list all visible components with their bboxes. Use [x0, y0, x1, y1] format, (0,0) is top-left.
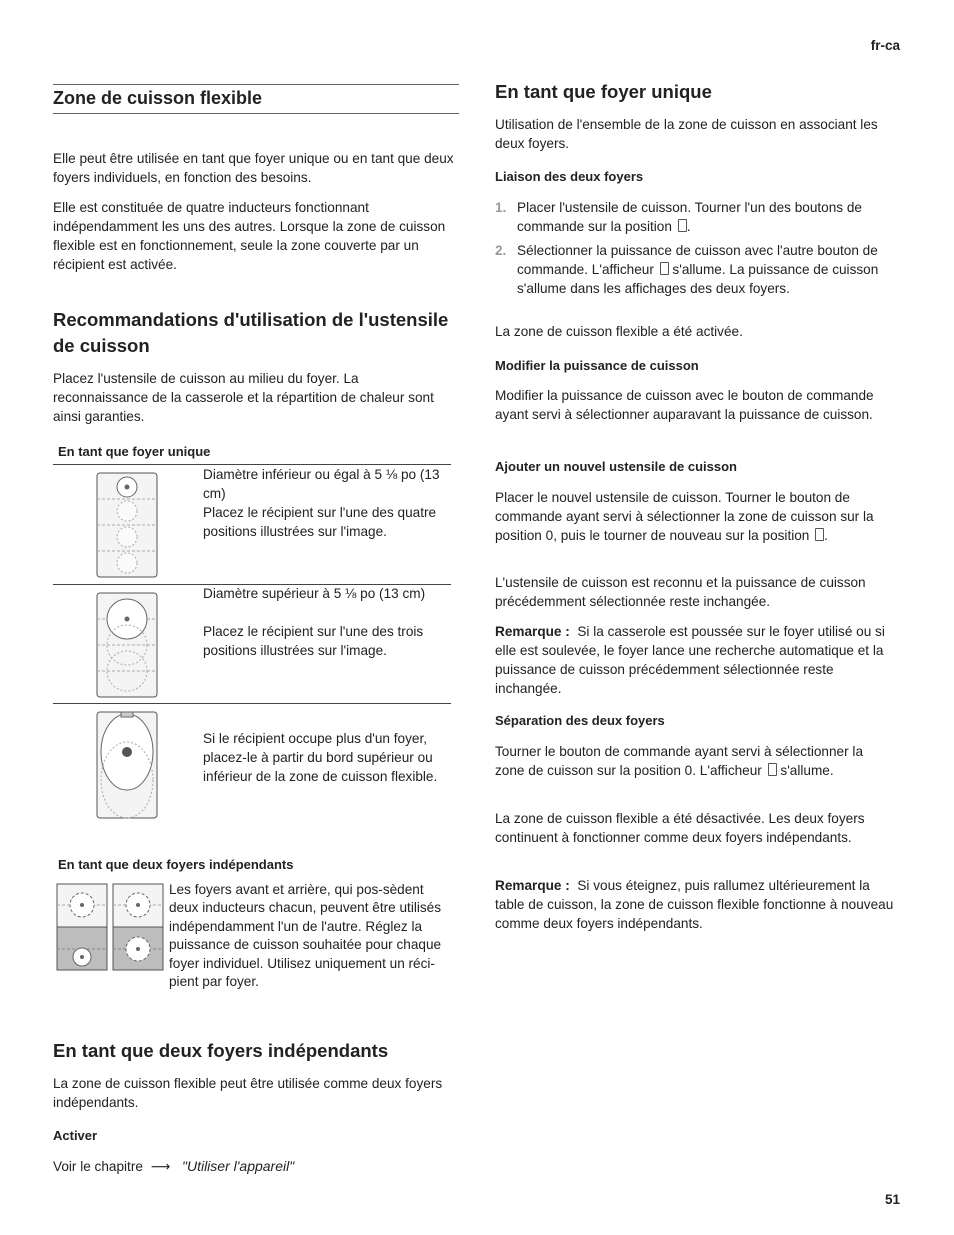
cooktop-dual-diagram-2	[112, 883, 164, 971]
chapter-reference-line	[53, 1157, 473, 1176]
cooktop-oval-pan-diagram	[95, 710, 159, 824]
modifier-title: Modifier la puissance de cuisson	[495, 358, 699, 373]
position-symbol-icon	[815, 528, 824, 541]
title-rule-bottom	[53, 113, 459, 114]
separation-text-b: s'allume.	[780, 763, 834, 778]
display-symbol-icon	[660, 262, 669, 275]
row1-text-size: Diamètre inférieur ou égal à 5 ⅛ po (13 cm)	[203, 467, 440, 501]
separation-text-a: Tourner le bouton de commande ayant servi à sélectionner la zone de cuisson sur la position 0. L'afficheur	[495, 744, 863, 778]
ajouter-title: Ajouter un nouvel ustensile de cuisson	[495, 459, 737, 474]
remarque-label: Remarque :	[495, 624, 570, 639]
activer-title: Activer	[53, 1128, 98, 1143]
intro-paragraph-2: Elle est constituée de quatre inducteurs fonctionnant indépendamment les uns des autres. Lorsque la zone de cuisson flexible est en fonctionnement, seule la zone couverte par un récipient est activée.	[53, 200, 446, 272]
position-symbol-icon	[678, 219, 687, 232]
step-text: Placer l'ustensile de cuisson. Tourner l'un des boutons de commande sur la position	[517, 200, 862, 234]
separation-paragraph-2: La zone de cuisson flexible a été désactivée. Les deux foyers continuent à fonctionner comme deux foyers indépendants.	[495, 811, 865, 845]
ajouter-paragraph-2: L'ustensile de cuisson est reconnu et la puissance de cuisson précédemment sélectionnée reste inchangée.	[495, 575, 866, 609]
step-number: 2.	[495, 243, 507, 258]
step-text-a: Sélectionner la puissance de cuisson avec l'autre bouton de commande. L'afficheur	[517, 243, 878, 277]
activated-note: La zone de cuisson flexible a été activée.	[495, 324, 743, 339]
page-number: 51	[884, 1192, 900, 1207]
liaison-steps	[495, 198, 895, 303]
modifier-paragraph: Modifier la puissance de cuisson avec le bouton de commande ayant servi à sélectionner auparavant la puissance de cuisson.	[495, 388, 874, 422]
zone-title: Zone de cuisson flexible	[53, 88, 263, 108]
table-dual-title: En tant que deux foyers indépendants	[58, 857, 294, 872]
arrow-icon: ⟶	[150, 1159, 171, 1174]
title-rule-top	[53, 84, 459, 85]
row2-text-size: Diamètre supérieur à 5 ⅛ po (13 cm)	[203, 586, 426, 601]
remarque-2	[495, 876, 895, 933]
step-item-2	[495, 241, 895, 298]
single-foyer-title: En tant que foyer unique	[495, 81, 712, 102]
step-item-1: 1. Placer l'ustensile de cuisson. Tourner l'un des boutons de commande sur la position .	[495, 200, 862, 234]
remarque-1	[495, 622, 895, 698]
table-rule-3	[53, 703, 451, 704]
liaison-title: Liaison des deux foyers	[495, 169, 644, 184]
ajouter-text: Placer le nouvel ustensile de cuisson. Tourner le bouton de commande ayant servi à sélectionner la zone de cuisson sur la position 0, puis le tourner de nouveau sur la position	[495, 490, 874, 543]
dual-section-title: En tant que deux foyers indépendants	[53, 1040, 389, 1061]
remarque-2-text: Si vous éteignez, puis rallumez ultérieurement la table de cuisson, la zone de cuisson flexible fonctionne à nouveau comme deux foyers indépendants.	[495, 878, 894, 931]
chapter-link[interactable]: "Utiliser l'appareil"	[181, 1158, 295, 1174]
voir-label: Voir le chapitre	[53, 1159, 143, 1174]
recommendations-title: Recommandations d'utilisation de l'ustensile de cuisson	[53, 309, 449, 356]
cooktop-large-pan-diagram	[95, 591, 159, 699]
cooktop-dual-diagram-1	[56, 883, 108, 971]
cooktop-small-pan-diagram	[95, 471, 159, 579]
language-code: fr-ca	[870, 38, 900, 53]
row1-text-placement: Placez le récipient sur l'une des quatre positions illustrées sur l'image.	[203, 505, 437, 539]
dual-description: Les foyers avant et arrière, qui pos-sèdent deux inducteurs chacun, peuvent être utilisés indépendamment l'un de l'autre. Réglez la puissance de cuisson souhaitée pour chaque foyer individuel. Utilisez uniquement un réci-pient par foyer.	[169, 882, 442, 990]
intro-paragraph-1: Elle peut être utilisée en tant que foyer unique ou en tant que deux foyers individuels, en fonction des besoins.	[53, 151, 454, 185]
table-single-title: En tant que foyer unique	[58, 444, 211, 459]
dual-section-paragraph: La zone de cuisson flexible peut être utilisée comme deux foyers indépendants.	[53, 1076, 443, 1110]
row2-text-placement: Placez le récipient sur l'une des trois positions illustrées sur l'image.	[203, 624, 424, 658]
step-text-b: s'allume. La puissance de cuisson s'allume dans les affichages des deux foyers.	[517, 262, 879, 296]
separation-title: Séparation des deux foyers	[495, 713, 665, 728]
row3-text: Si le récipient occupe plus d'un foyer, placez-le à partir du bord supérieur ou inférieur de la zone de cuisson flexible.	[203, 731, 438, 784]
separation-paragraph-1	[495, 742, 895, 780]
ajouter-paragraph-1: Placer le nouvel ustensile de cuisson. Tourner le bouton de commande ayant servi à sélectionner la zone de cuisson sur la position 0, puis le tourner de nouveau sur la position .	[495, 490, 874, 543]
remarque-1-text: Si la casserole est poussée sur le foyer utilisé ou si elle est soulevée, le foyer lance une recherche automatique et la puissance de cuisson précédemment sélectionnée reste inchangée.	[495, 624, 885, 696]
step-number: 1.	[495, 200, 507, 215]
remarque-label: Remarque :	[495, 878, 570, 893]
recommendations-paragraph: Placez l'ustensile de cuisson au milieu du foyer. La reconnaissance de la casserole et la répartition de chaleur sont ainsi garanties.	[53, 371, 434, 424]
single-foyer-paragraph: Utilisation de l'ensemble de la zone de cuisson en associant les deux foyers.	[495, 117, 878, 151]
display-symbol-icon	[768, 763, 777, 776]
